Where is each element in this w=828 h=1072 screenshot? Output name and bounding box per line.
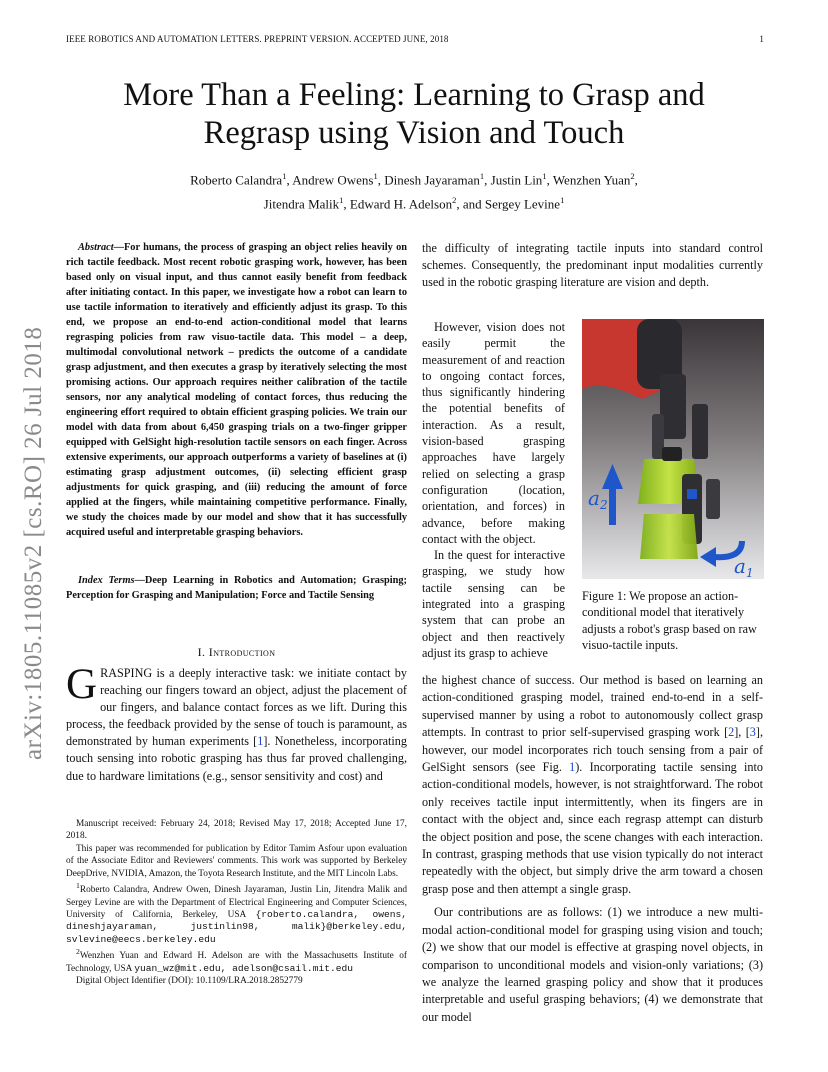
- author: Andrew Owens: [292, 172, 374, 188]
- right-col-lower: [422, 672, 763, 1026]
- author: Edward H. Adelson: [349, 196, 453, 212]
- affil-mark: 1: [373, 171, 378, 181]
- green-object-lower: [640, 514, 698, 559]
- right-col-wrapped-text: [422, 319, 565, 661]
- intro-first-word: RASPING: [100, 666, 153, 680]
- footnote-recommended: This paper was recommended for publication by Editor Tamim Asfour upon evaluation of the Associate Editor and Reviewers' comments. This work was supported by Berkeley DeepDrive, NVIDIA, Amazon, the Toyota Research Institute, and the MIT Lincoln Labs.: [66, 843, 407, 879]
- running-title: IEEE ROBOTICS AND AUTOMATION LETTERS. PREPRINT VERSION. ACCEPTED JUNE, 2018: [66, 34, 449, 44]
- abstract-label: Abstract: [78, 242, 114, 253]
- right-col-para-4: Our contributions are as follows: (1) we introduce a new multi-modal action-conditional model for grasping using vision and touch; (2) we show that our model is effective at grasping novel objects, in comparison to unconditional models and vision-only variations; (3) we analyze the learned grasping policy and show that it produces interpretable and useful grasping behaviors; (4) we demonstrate that our model: [422, 905, 763, 1024]
- arxiv-stamp: arXiv:1805.11085v2 [cs.RO] 26 Jul 2018: [20, 326, 47, 760]
- drop-cap: G: [66, 661, 98, 708]
- abstract-text: —For humans, the process of grasping an object relies heavily on rich tactile feedback. Most recent robotic grasping work, however, has been based only on visual input, and thus cannot easily benefit from feedback after initiating contact. In this paper, we investigate how a robot can learn to use tactile information to iteratively and efficiently adjust its grasp. To this end, we propose an end-to-end action-conditional model that learns regrasping policies from raw visuo-tactile data. This model – a deep, multimodal convolutional network – predicts the outcome of a candidate grasp adjustment, and then executes a grasp by iteratively selecting the most promising actions. Our approach requires neither calibration of the tactile sensors, nor any analytical modeling of contact forces, thus reducing the engineering effort required to obtain efficient grasping policies. We train our model with data from about 6,450 grasping trials on a two-finger gripper equipped with GelSight high-resolution tactile sensors on each finger. Across extensive experiments, our approach outperforms a variety of baselines at (i) estimating grasp adjustment outcomes, (ii) selecting efficient grasp adjustments for quick grasping, and (iii) reducing the amount of force applied at the fingers, while maintaining competitive performance. Finally, we study the choices made by our model and show that it has successfully acquired useful and interpretable grasping behaviors.: [66, 242, 407, 538]
- title-line-2: Regrasp using Vision and Touch: [203, 115, 625, 151]
- section-heading: I. Introduction: [197, 645, 276, 659]
- author: Wenzhen Yuan: [552, 172, 631, 188]
- figure-1-caption: Figure 1: We propose an action-conditional model that iteratively adjusts a robot's grasp based on raw visuo-tactile inputs.: [582, 589, 757, 652]
- affil-mark: 1: [560, 195, 565, 206]
- citation-link[interactable]: 3: [749, 725, 756, 740]
- right-col-para-3-start: In the quest for interactive grasping, we study how tactile sensing can be integrated into a grasping system that can probe an object and then reactively adjust its grasp to achieve: [422, 548, 565, 660]
- label-a2: $a_2$: [588, 486, 608, 512]
- footnote-affil-2: $^2$Wenzhen Yuan and Edward H. Adelson are with the Massachusetts Institute of Technology, USA yuan_wz@mit.edu, adelson@csail.mit.edu: [66, 947, 407, 974]
- figure-1-image: [582, 319, 764, 579]
- footnotes: [66, 818, 407, 987]
- author: Justin Lin: [490, 172, 543, 188]
- email-list-2: yuan_wz@mit.edu, adelson@csail.mit.edu: [134, 962, 353, 974]
- index-terms-label: Index Terms: [78, 575, 135, 586]
- index-terms-text: —Deep Learning in Robotics and Automation; Grasping; Perception for Grasping and Manipulation; Force and Tactile Sensing: [66, 575, 407, 601]
- author-list: Roberto Calandra$^1$, Andrew Owens$^1$, Dinesh Jayaraman$^1$, Justin Lin$^1$, Wenzhen Yuan$^2$, Jitendra Malik$^1$, Edward H. Adelson$^2$, and Sergey Levine$^1$: [190, 171, 638, 212]
- author: Sergey Levine: [484, 196, 561, 212]
- author: Roberto Calandra: [190, 172, 283, 188]
- affil-mark: 1: [479, 171, 485, 181]
- intro-paragraph: GRASPING is a deeply interactive task: we initiate contact by reaching our fingers toward an object, adjust the placement of our fingers, and balance contact forces as we lift. During this process, the feedback provided by the sense of touch is paramount, as demonstrated by human experiments [1]. Nonetheless, incorporating touch sensing into robotic grasping has thus far proved challenging, due to hardware limitations (e.g., sensor sensitivity and cost) and: [66, 661, 407, 783]
- footnote-affil-1: $^1$Roberto Calandra, Andrew Owen, Dinesh Jayaraman, Justin Lin, Jitendra Malik and Sergey Levine are with the Department of Electrical Engineering and Computer Sciences, University of California, Berkeley, USA {roberto.calandra, owens, dineshjayaraman, justinlin98, malik}@berkeley.edu, svlevine@eecs.berkeley.edu: [66, 881, 407, 945]
- figure-ref-link[interactable]: 1: [569, 760, 576, 775]
- citation-link[interactable]: 1: [257, 734, 264, 749]
- footnote-manuscript: Manuscript received: February 24, 2018; Revised May 17, 2018; Accepted June 17, 2018.: [66, 819, 407, 842]
- affil-mark: 1: [542, 171, 547, 181]
- author: Dinesh Jayaraman: [384, 172, 480, 188]
- page-number: 1: [759, 34, 764, 44]
- label-a1: $a_1$: [734, 554, 754, 579]
- affil-mark: 2: [452, 195, 457, 206]
- paper-title: [60, 76, 768, 152]
- right-col-para-3-cont: the highest chance of success. Our method is based on learning an action-conditioned grasping model, trained end-to-end in a self-supervised manner by using a robot to autonomously collect grasp attempts. In contrast to prior self-supervised grasping work [2], [3], however, our model incorporates rich touch sensing from a pair of GelSight sensors (see Fig. 1). Incorporating tactile sensing into action-conditional models, however, is not straightforward. The robot only receives tactile input intermittently, when its fingers are in contact with the object and, since each regrasp attempt can disturb the object position and pose, the scene changes with each interaction. In contrast, grasping methods that use vision typically do not interact repeatedly with the object, but simply drive the arm toward a chosen grasp pose and then attempt a single grasp.: [422, 673, 763, 896]
- citation-link[interactable]: 2: [728, 725, 735, 740]
- author: Jitendra Malik: [263, 196, 340, 212]
- right-col-para-1: the difficulty of integrating tactile inputs into standard control schemes. Consequently, the predominant input modalities currently used in the robotic grasping literature are vision and depth.: [422, 241, 763, 290]
- title-line-1: More Than a Feeling: Learning to Grasp and: [123, 77, 705, 113]
- affil-mark: 1: [339, 195, 344, 206]
- email-list-1: {roberto.calandra, owens, dineshjayaraman, justinlin98, malik}@berkeley.edu, svlevine@eecs.berkeley.edu: [66, 908, 407, 945]
- affil-mark: 2: [630, 171, 635, 181]
- affil-mark: 1: [282, 171, 287, 181]
- index-terms: [66, 574, 407, 603]
- footnote-doi: Digital Object Identifier (DOI): 10.1109/LRA.2018.2852779: [76, 976, 303, 987]
- right-col-para-2: However, vision does not easily permit the measurement of and reaction to ongoing contact forces, thus significantly hindering the potential benefits of interaction. As a result, vision-based grasping approaches have largely relied on selecting a grasp configuration (location, orientation, and forces) in advance, before making contact with the object.: [422, 320, 565, 546]
- abstract: [66, 240, 407, 540]
- arrow-a2-shaft: [609, 487, 616, 525]
- running-header: [66, 34, 764, 48]
